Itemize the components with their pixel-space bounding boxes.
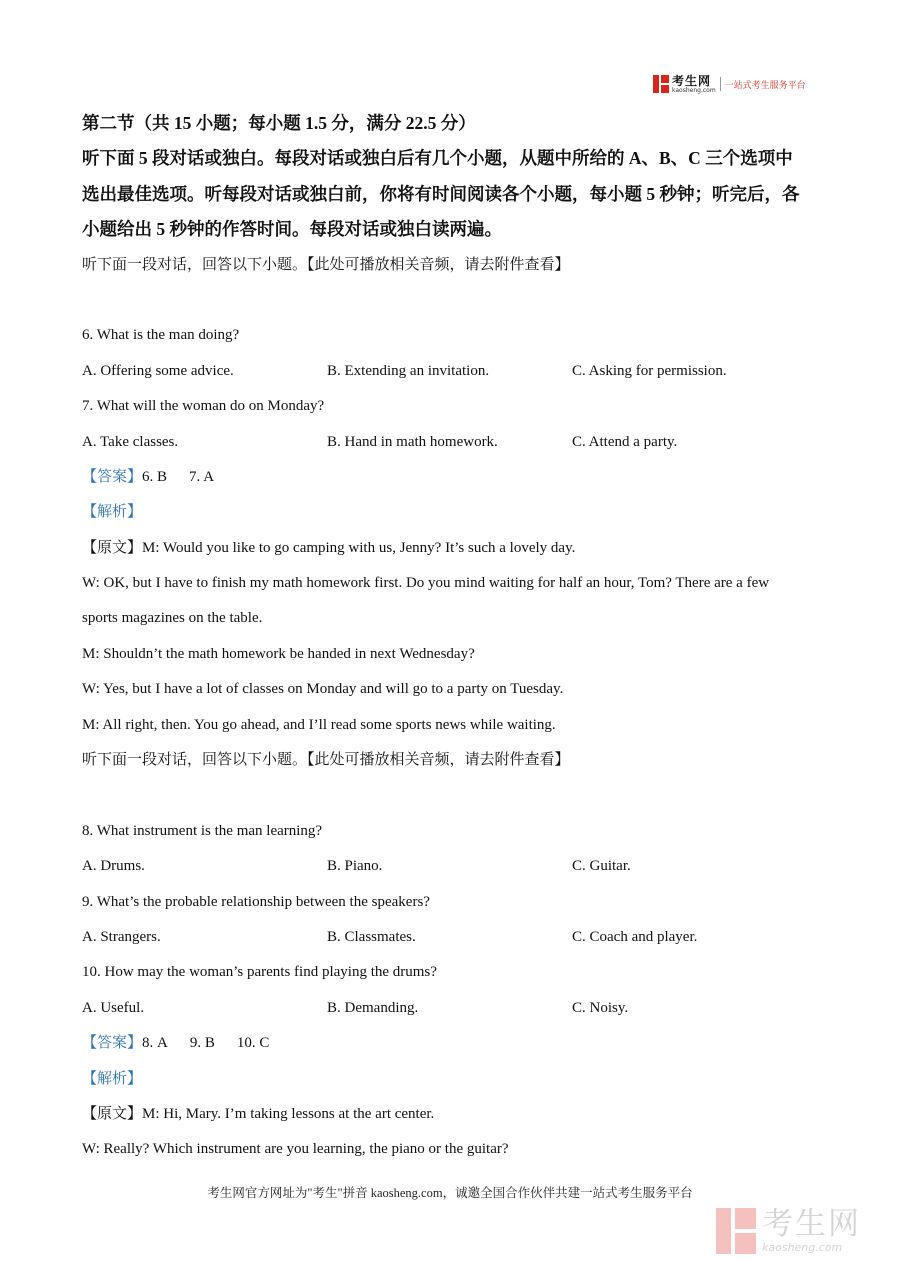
question-text: 9. What’s the probable relationship between the speakers? [82, 893, 430, 910]
option-c: C. Noisy. [572, 999, 629, 1016]
question-text: 10. How may the woman’s parents find playing the drums? [82, 964, 437, 981]
option-b: B. Piano. [327, 858, 383, 875]
script-line: M: All right, then. You go ahead, and I’ll read some sports news while waiting. [82, 716, 556, 733]
script-line: W: Yes, but I have a lot of classes on Monday and will go to a party on Tuesday. [82, 681, 564, 698]
option-b: B. Demanding. [327, 999, 419, 1016]
page-footer: 考生网官方网址为"考生"拼音 kaosheng.com，诚邀全国合作伙伴共建一站式考生服务平台 [207, 1186, 693, 1200]
answer-line [82, 1026, 822, 1061]
logo-domain: kaosheng.com [672, 86, 716, 94]
script-line: M: Shouldn’t the math homework be handed in next Wednesday? [82, 645, 475, 662]
answer-tag: 【答案】 [82, 1035, 143, 1052]
analysis-tag: 【解析】 [82, 504, 143, 521]
script-line [82, 531, 822, 566]
script-text: M: Hi, Mary. I’m taking lessons at the art center. [142, 1105, 435, 1122]
header-logo[interactable] [653, 73, 806, 95]
watermark-name: 考生网 [762, 1206, 861, 1242]
script-text: M: Would you like to go camping with us, Jenny? It’s such a lovely day. [142, 539, 576, 556]
answer-value: 7. A [189, 468, 215, 485]
script-tag: 【原文】 [82, 539, 143, 556]
option-a: A. Useful. [82, 999, 145, 1016]
instruction-line: 小题给出 5 秒钟的作答时间。每段对话或独白读两遍。 [82, 219, 502, 240]
option-b: B. Hand in math homework. [327, 433, 498, 450]
question-text: 8. What instrument is the man learning? [82, 822, 323, 839]
option-b: B. Classmates. [327, 928, 416, 945]
question-text: 7. What will the woman do on Monday? [82, 398, 325, 415]
document-body [82, 106, 822, 1168]
answer-value: 6. B [142, 468, 168, 485]
option-a: A. Offering some advice. [82, 362, 234, 379]
section-title: 第二节（共 15 小题；每小题 1.5 分，满分 22.5 分） [82, 113, 476, 133]
logo-mark-icon [653, 75, 669, 93]
logo-divider [720, 77, 721, 91]
option-c: C. Coach and player. [572, 928, 698, 945]
script-line [82, 1097, 822, 1132]
options-row [82, 849, 822, 884]
script-line: W: Really? Which instrument are you learning, the piano or the guitar? [82, 1141, 509, 1158]
option-a: A. Drums. [82, 858, 145, 875]
audio-placeholder [82, 778, 822, 813]
logo-tagline: 一站式考生服务平台 [724, 80, 806, 91]
options-row [82, 991, 822, 1026]
script-line: W: OK, but I have to finish my math homework first. Do you mind waiting for half an hour, Tom? There are a few [82, 575, 770, 592]
instruction-line: 听下面 5 段对话或独白。每段对话或独白后有几个小题，从题中所给的 A、B、C 三个选项中 [82, 148, 793, 169]
watermark-mark-icon [716, 1208, 756, 1254]
answer-value: 10. C [236, 1035, 270, 1052]
option-c: C. Guitar. [572, 858, 631, 875]
script-tag: 【原文】 [82, 1105, 143, 1122]
dialogue-intro: 听下面一段对话，回答以下小题。【此处可播放相关音频，请去附件查看】 [82, 752, 570, 769]
question-text: 6. What is the man doing? [82, 327, 240, 344]
options-row [82, 920, 822, 955]
option-a: A. Strangers. [82, 928, 161, 945]
option-b: B. Extending an invitation. [327, 362, 490, 379]
answer-line [82, 460, 822, 495]
option-c: C. Attend a party. [572, 433, 678, 450]
analysis-tag: 【解析】 [82, 1070, 143, 1087]
answer-value: 9. B [189, 1035, 215, 1052]
script-line: sports magazines on the table. [82, 610, 263, 627]
audio-placeholder [82, 283, 822, 318]
watermark-domain: kaosheng.com [762, 1241, 843, 1254]
answer-tag: 【答案】 [82, 468, 143, 485]
answer-value: 8. A [142, 1035, 168, 1052]
options-row [82, 425, 822, 460]
dialogue-intro: 听下面一段对话，回答以下小题。【此处可播放相关音频，请去附件查看】 [82, 256, 570, 273]
logo-name: 考生网 [672, 73, 712, 88]
option-c: C. Asking for permission. [572, 362, 727, 379]
watermark-logo [716, 1207, 861, 1255]
options-row [82, 354, 822, 389]
option-a: A. Take classes. [82, 433, 179, 450]
instruction-line: 选出最佳选项。听每段对话或独白前，你将有时间阅读各个小题，每小题 5 秒钟；听完后，各 [82, 183, 800, 204]
